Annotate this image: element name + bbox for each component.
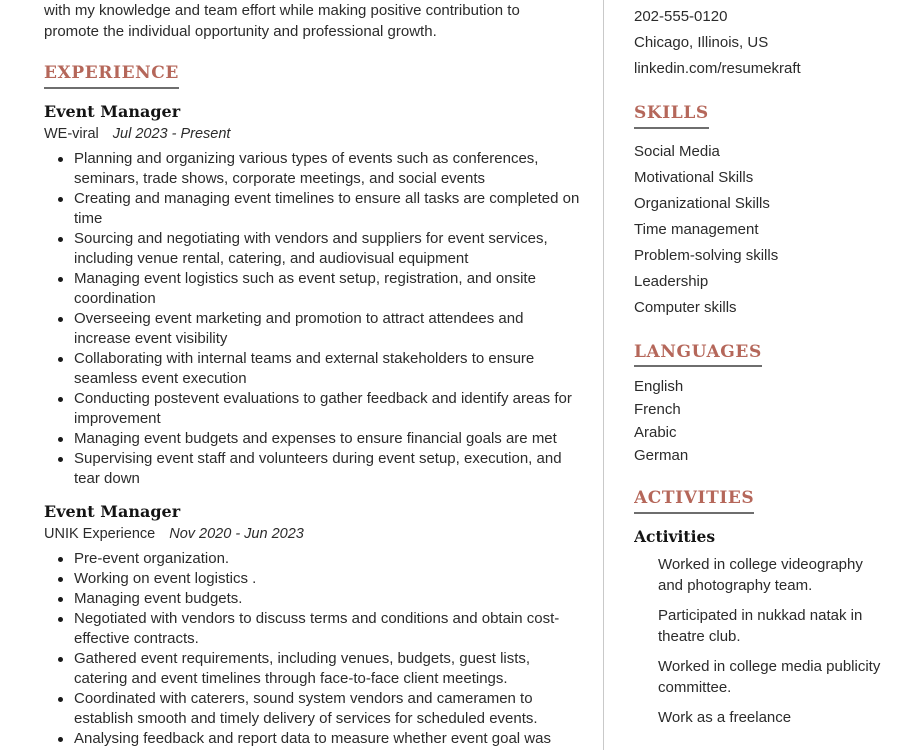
languages-section-header: LANGUAGES [634,343,762,368]
job-bullet: Managing event budgets. [44,589,584,609]
language-item: German [634,447,689,465]
job-meta [44,124,584,145]
job-bullet: Managing event logistics such as event setup, registration, and onsite coordination [44,269,584,309]
skill-item: Leadership [634,272,709,290]
activities-subheading: Activities [634,526,716,546]
job-bullet: Pre-event organization. [44,549,584,569]
contact-linkedin[interactable]: linkedin.com/resumekraft [634,60,801,77]
job-bullet: Sourcing and negotiating with vendors and suppliers for event services, including venue rental, catering, and audiovisual equipment [44,229,584,269]
job-company: UNIK Experience [44,525,156,542]
skills-section [634,104,884,321]
job-dates: Nov 2020 - Jun 2023 [169,525,304,542]
summary-line: with my knowledge and team effort while making positive contribution to [44,2,520,19]
activities-list [634,554,884,728]
contact-section [634,0,884,82]
job-bullet-list [44,149,584,489]
job-bullet: Analysing feedback and report data to measure whether event goal was [44,729,584,749]
job-bullet: Gathered event requirements, including venues, budgets, guest lists, catering and event timelines through face-to-face client meetings. [44,649,584,689]
job-title: Event Manager [44,101,181,121]
job-title: Event Manager [44,501,181,521]
activities-section-header: ACTIVITIES [634,489,754,514]
skill-item: Social Media [634,142,720,160]
skill-item: Problem-solving skills [634,246,779,264]
experience-entry [44,501,584,749]
job-dates: Jul 2023 - Present [112,125,231,142]
language-item: English [634,378,684,396]
activity-item: Worked in college media publicity committee. [658,657,881,696]
job-bullet: Supervising event staff and volunteers during event setup, execution, and tear down [44,449,584,489]
sidebar-column [634,0,884,750]
summary-line: promote the individual opportunity and professional growth. [44,23,437,40]
job-bullet: Overseeing event marketing and promotion to attract attendees and increase event visibility [44,309,584,349]
job-bullet: Working on event logistics . [44,569,584,589]
contact-location: Chicago, Illinois, US [634,34,769,51]
skill-item: Motivational Skills [634,168,754,186]
job-bullet: Creating and managing event timelines to ensure all tasks are completed on time [44,189,584,229]
contact-phone: 202-555-0120 [634,8,728,25]
skills-list [634,139,884,321]
job-bullet: Managing event budgets and expenses to ensure financial goals are met [44,429,584,449]
experience-entry [44,101,584,489]
languages-list [634,375,884,467]
experience-section [44,64,584,749]
job-meta [44,524,584,545]
language-item: Arabic [634,424,677,442]
skill-item: Time management [634,220,759,238]
job-bullet: Coordinated with caterers, sound system vendors and cameramen to establish smooth and timely delivery of services for scheduled events. [44,689,584,729]
job-bullet: Conducting postevent evaluations to gather feedback and identify areas for improvement [44,389,584,429]
job-company: WE-viral [44,125,99,142]
skills-section-header: SKILLS [634,104,709,129]
job-bullet: Negotiated with vendors to discuss terms and conditions and obtain cost-effective contracts. [44,609,584,649]
language-item: French [634,401,681,419]
languages-section [634,343,884,468]
skill-item: Organizational Skills [634,194,770,212]
experience-section-header: EXPERIENCE [44,64,179,89]
activity-item: Participated in nukkad natak in theatre club. [658,606,863,645]
main-column [44,0,584,750]
job-bullet: Collaborating with internal teams and external stakeholders to ensure seamless event execution [44,349,584,389]
activity-item: Worked in college videography and photography team. [658,555,863,594]
job-bullet: Planning and organizing various types of events such as conferences, seminars, trade shows, corporate meetings, and social events [44,149,584,189]
skill-item: Computer skills [634,298,737,316]
job-bullet-list [44,549,584,749]
column-divider [603,0,604,750]
summary-section [44,0,584,42]
activities-section [634,489,884,728]
activity-item: Work as a freelance [658,708,792,726]
